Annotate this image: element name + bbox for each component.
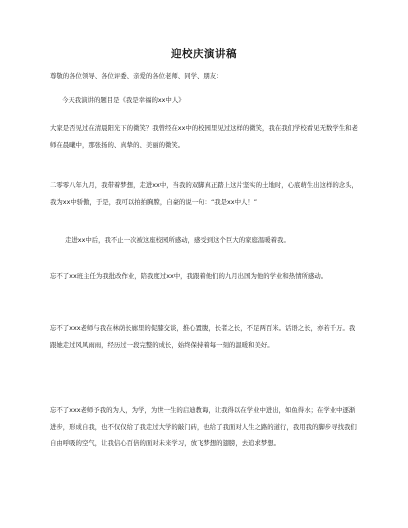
salutation: 尊敬的各位领导、各位评委、亲爱的各位老师、同学、朋友： xyxy=(50,72,223,80)
paragraph-5: 忘不了xxx老师与我在林荫长廊里的促膝交谈，推心置腹，长者之长，不足两百米。话语之长，亦若千万。我跟她走过风风雨雨，经历过一段完整的成长，始终保持着每一刻的温暖和美好。 xyxy=(50,324,356,349)
paragraph-4: 忘不了xx班主任为我批改作业，陪我度过xx中，我跟着他们的九月出国为他的学业和热情所感动。 xyxy=(50,272,328,280)
document-title: 迎校庆演讲稿 xyxy=(171,48,237,60)
speech-topic: 今天我演讲的题目是《我是幸福的xx中人》 xyxy=(62,96,185,104)
paragraph-6: 忘不了xxx老师予我的为人，为学，为世一生的启迪教诲，让我得以在学业中进出，如鱼得水；在学业中逐渐进步，形成自我，也不仅仅给了我走过大学的敲门砖，也给了我面对人生之路的道行，我用我的脚步寻找我们自由呼吸的空气，让我信心百倍的面对未来学习，放飞梦想的翅膀，去追求梦想。 xyxy=(50,406,357,447)
paragraph-1: 大家是否见过在清晨阳光下的微笑？我曾经在xx中的校园里见过这样的微笑，我在我们学校看见无数学生和老师在晨曦中，那张扬的、真挚的、美丽的微笑。 xyxy=(50,124,358,149)
paragraph-2: 二零零八年九月，我带着梦想，走进xx中，当我的双脚真正踏上这片坚实的土地时，心底萌生出这样的念头，我为xx中骄傲，于是，我可以拍拍胸膛，自豪的说一句：“我是xx中人！” xyxy=(50,181,358,206)
paragraph-3: 走进xx中后，我不止一次被这座校园所感动，感受到这个巨大的家庭温暖着我。 xyxy=(65,236,290,244)
